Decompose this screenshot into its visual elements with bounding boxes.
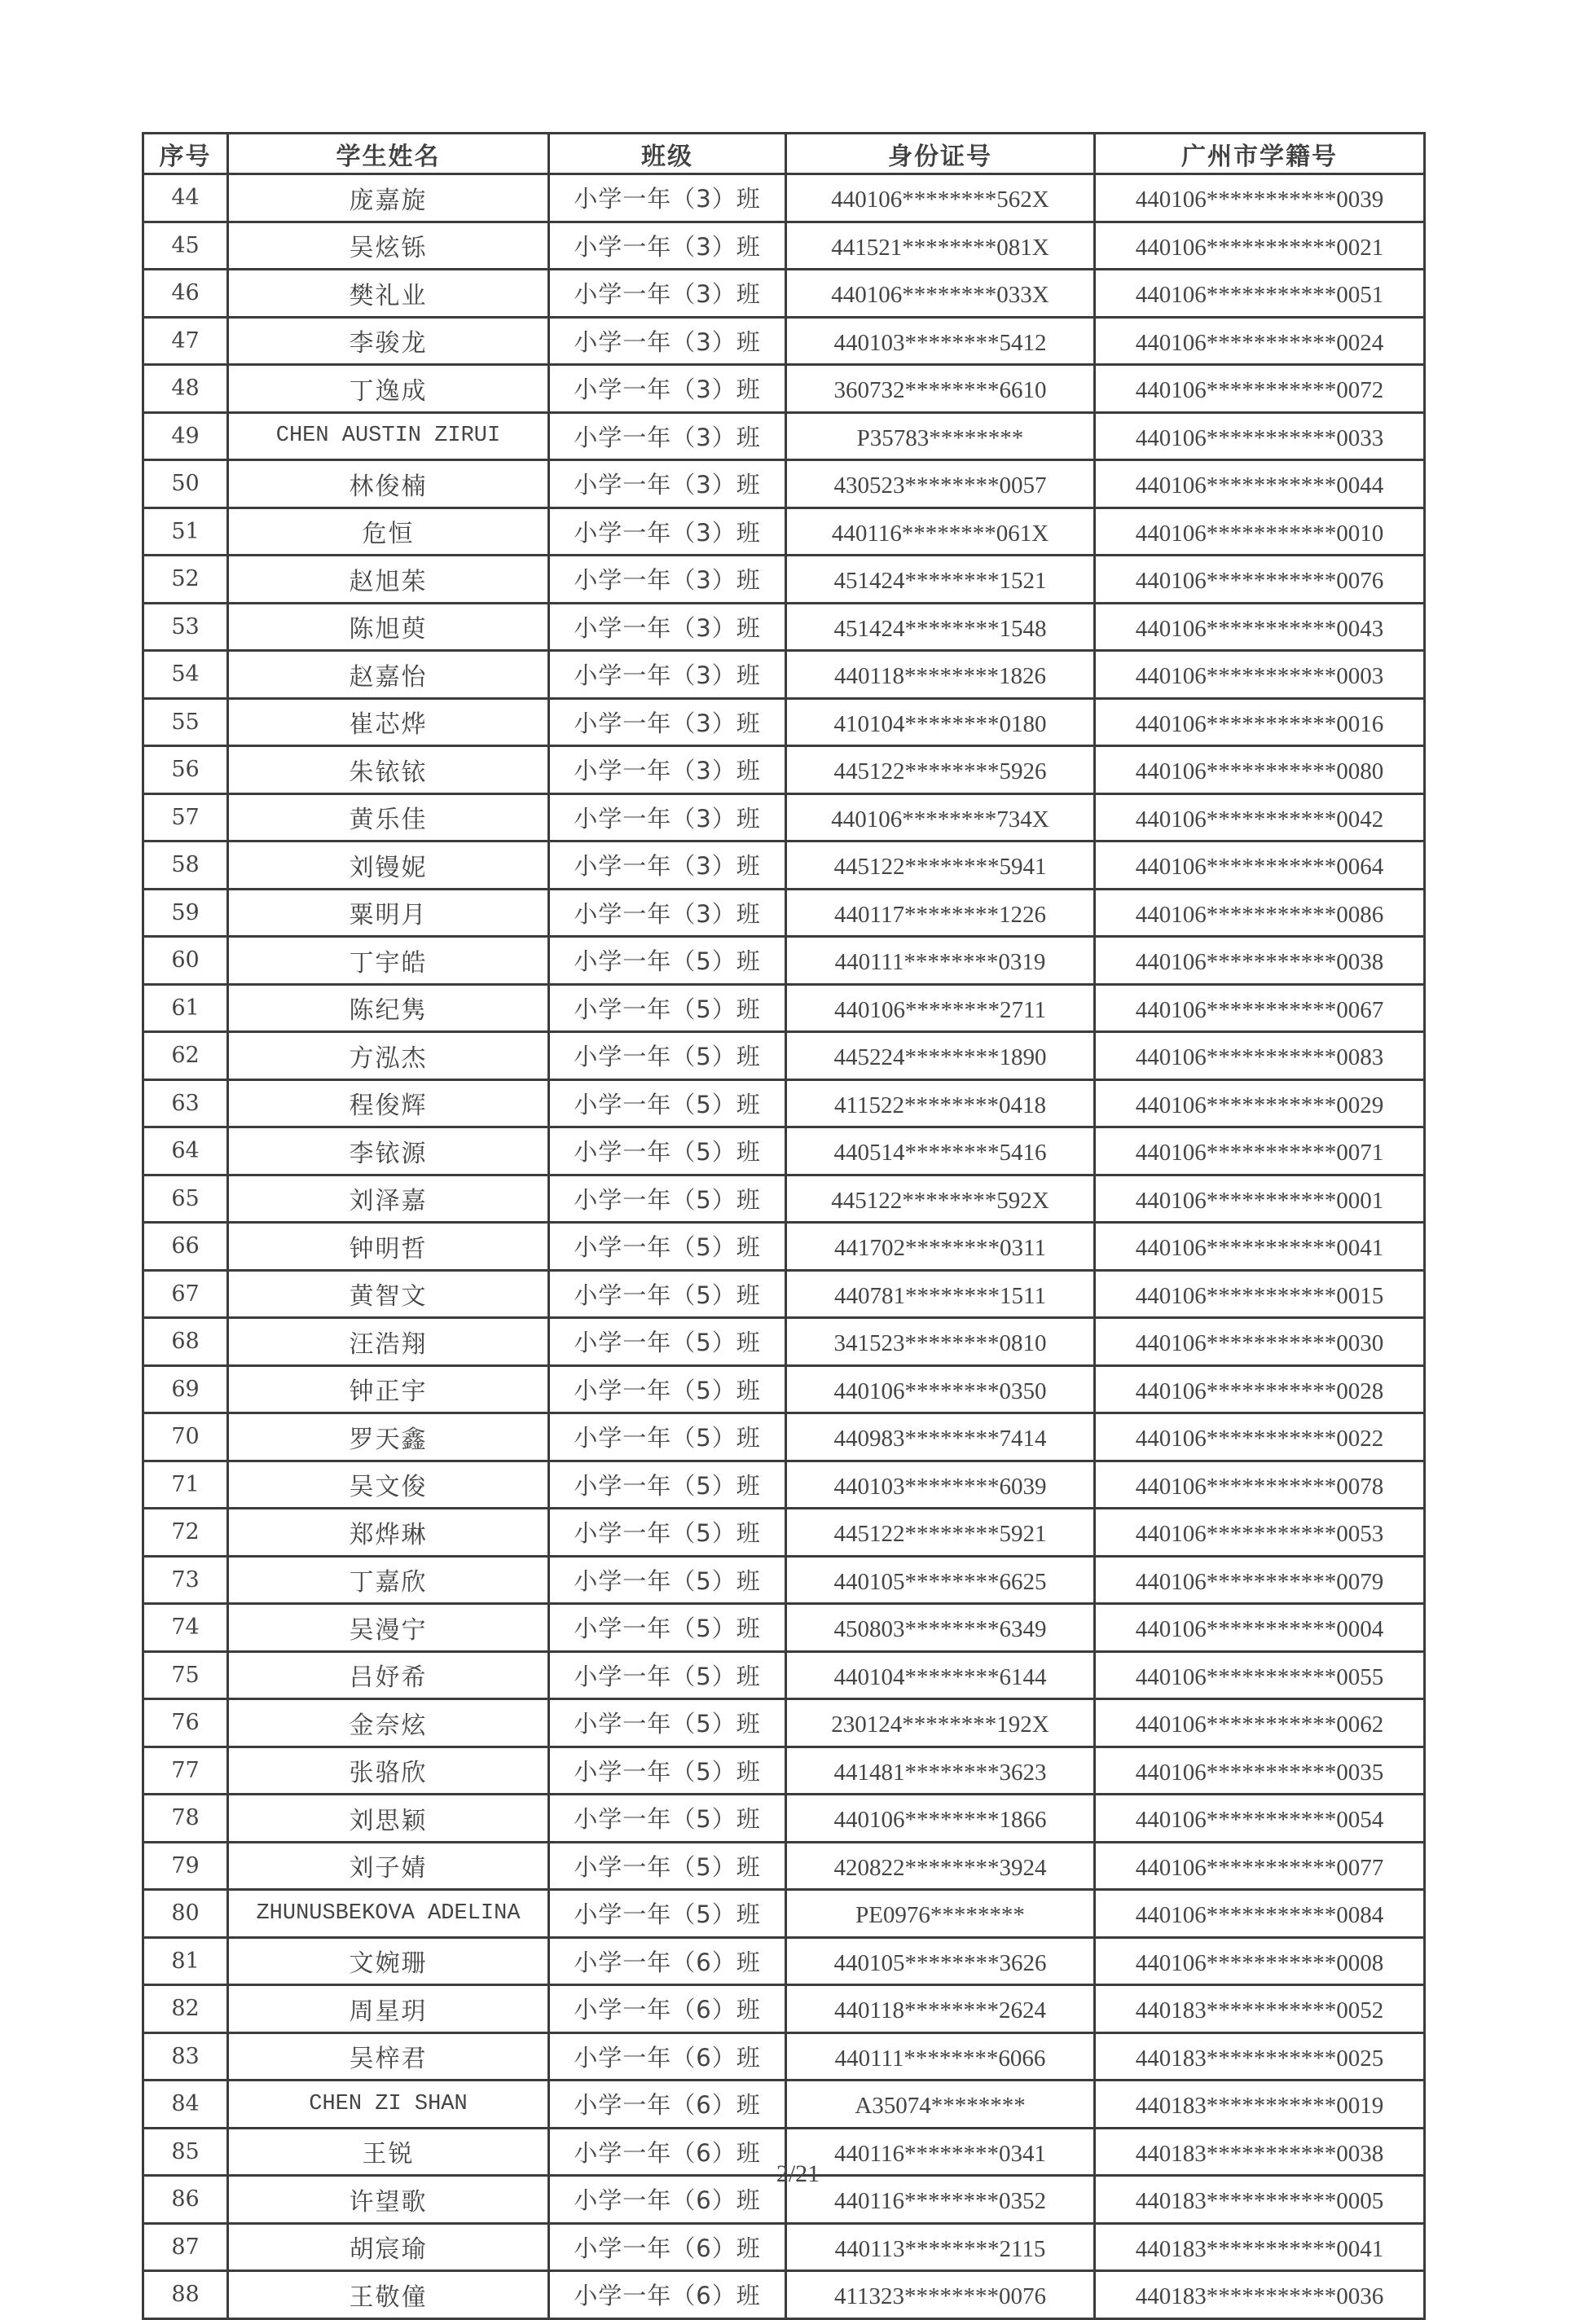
cell-student-number: 440106***********0071 bbox=[1095, 1127, 1425, 1175]
cell-student-number: 440106***********0043 bbox=[1095, 603, 1425, 651]
cell-class: 小学一年（3）班 bbox=[549, 556, 786, 604]
cell-student-name: 钟正宇 bbox=[228, 1365, 549, 1413]
cell-student-number: 440106***********0003 bbox=[1095, 651, 1425, 699]
table-row bbox=[143, 1795, 1425, 1843]
cell-class: 小学一年（3）班 bbox=[549, 174, 786, 222]
table-row bbox=[143, 1461, 1425, 1509]
cell-serial-number: 72 bbox=[143, 1509, 228, 1557]
cell-student-name: 崔芯烨 bbox=[228, 698, 549, 746]
cell-serial-number: 73 bbox=[143, 1556, 228, 1604]
cell-student-name: 刘思颖 bbox=[228, 1795, 549, 1843]
cell-id-card-number: 445122********5926 bbox=[786, 746, 1095, 794]
header-guangzhou-student-number: 广州市学籍号 bbox=[1095, 134, 1425, 174]
cell-id-card-number: 440117********1226 bbox=[786, 889, 1095, 937]
cell-student-name: 刘子婧 bbox=[228, 1842, 549, 1890]
cell-student-name: CHEN AUSTIN ZIRUI bbox=[228, 412, 549, 460]
cell-id-card-number: 440118********1826 bbox=[786, 651, 1095, 699]
cell-student-name: 吴炫铄 bbox=[228, 222, 549, 270]
cell-student-number: 440183***********0052 bbox=[1095, 1985, 1425, 2033]
scan-speck bbox=[18, 692, 28, 717]
table-row bbox=[143, 2081, 1425, 2129]
cell-serial-number: 49 bbox=[143, 412, 228, 460]
cell-class: 小学一年（5）班 bbox=[549, 1223, 786, 1271]
header-id-card-number: 身份证号 bbox=[786, 134, 1095, 174]
cell-id-card-number: A35074******** bbox=[786, 2081, 1095, 2129]
cell-student-name: 陈旭萸 bbox=[228, 603, 549, 651]
table-row bbox=[143, 793, 1425, 841]
cell-serial-number: 80 bbox=[143, 1890, 228, 1938]
cell-student-name: 刘泽嘉 bbox=[228, 1175, 549, 1223]
cell-student-name: 钟明哲 bbox=[228, 1223, 549, 1271]
cell-class: 小学一年（5）班 bbox=[549, 1651, 786, 1699]
header-serial-number: 序号 bbox=[143, 134, 228, 174]
cell-student-number: 440106***********0015 bbox=[1095, 1270, 1425, 1318]
table-row bbox=[143, 508, 1425, 556]
table-row bbox=[143, 1985, 1425, 2033]
cell-class: 小学一年（5）班 bbox=[549, 1509, 786, 1557]
cell-serial-number: 65 bbox=[143, 1175, 228, 1223]
cell-student-number: 440106***********0008 bbox=[1095, 1937, 1425, 1985]
cell-class: 小学一年（5）班 bbox=[549, 1890, 786, 1938]
cell-id-card-number: 440781********1511 bbox=[786, 1270, 1095, 1318]
cell-serial-number: 83 bbox=[143, 2032, 228, 2081]
cell-student-name: 赵旭茱 bbox=[228, 556, 549, 604]
cell-id-card-number: 441702********0311 bbox=[786, 1223, 1095, 1271]
cell-serial-number: 58 bbox=[143, 841, 228, 890]
cell-id-card-number: 445224********1890 bbox=[786, 1032, 1095, 1080]
cell-serial-number: 63 bbox=[143, 1079, 228, 1127]
cell-class: 小学一年（5）班 bbox=[549, 937, 786, 985]
cell-student-name: 方泓杰 bbox=[228, 1032, 549, 1080]
cell-id-card-number: 430523********0057 bbox=[786, 460, 1095, 508]
cell-serial-number: 81 bbox=[143, 1937, 228, 1985]
cell-serial-number: 68 bbox=[143, 1318, 228, 1366]
cell-class: 小学一年（5）班 bbox=[549, 1127, 786, 1175]
cell-class: 小学一年（6）班 bbox=[549, 2081, 786, 2129]
cell-id-card-number: 440111********0319 bbox=[786, 937, 1095, 985]
cell-id-card-number: 420822********3924 bbox=[786, 1842, 1095, 1890]
cell-student-number: 440106***********0062 bbox=[1095, 1699, 1425, 1747]
cell-id-card-number: 440105********3626 bbox=[786, 1937, 1095, 1985]
cell-serial-number: 74 bbox=[143, 1604, 228, 1652]
table-body bbox=[143, 174, 1425, 2319]
cell-student-name: 危恒 bbox=[228, 508, 549, 556]
cell-student-number: 440106***********0001 bbox=[1095, 1175, 1425, 1223]
cell-class: 小学一年（5）班 bbox=[549, 1842, 786, 1890]
cell-student-number: 440106***********0039 bbox=[1095, 174, 1425, 222]
table-row bbox=[143, 1032, 1425, 1080]
cell-serial-number: 78 bbox=[143, 1795, 228, 1843]
cell-student-name: CHEN ZI SHAN bbox=[228, 2081, 549, 2129]
table-header-row bbox=[143, 134, 1425, 174]
cell-class: 小学一年（3）班 bbox=[549, 651, 786, 699]
cell-student-number: 440183***********0019 bbox=[1095, 2081, 1425, 2129]
cell-serial-number: 75 bbox=[143, 1651, 228, 1699]
cell-student-number: 440106***********0021 bbox=[1095, 222, 1425, 270]
cell-student-number: 440106***********0076 bbox=[1095, 556, 1425, 604]
table-row bbox=[143, 2223, 1425, 2271]
table-row bbox=[143, 2032, 1425, 2081]
cell-student-name: 李骏龙 bbox=[228, 317, 549, 365]
table-row bbox=[143, 889, 1425, 937]
cell-id-card-number: 410104********0180 bbox=[786, 698, 1095, 746]
cell-serial-number: 77 bbox=[143, 1747, 228, 1795]
cell-id-card-number: 440118********2624 bbox=[786, 1985, 1095, 2033]
cell-id-card-number: 441481********3623 bbox=[786, 1747, 1095, 1795]
cell-id-card-number: 440116********0341 bbox=[786, 2128, 1095, 2176]
cell-student-number: 440106***********0072 bbox=[1095, 365, 1425, 413]
cell-serial-number: 71 bbox=[143, 1461, 228, 1509]
cell-serial-number: 87 bbox=[143, 2223, 228, 2271]
cell-id-card-number: 440103********6039 bbox=[786, 1461, 1095, 1509]
page-number: 2/21 bbox=[776, 2160, 820, 2187]
cell-id-card-number: PE0976******** bbox=[786, 1890, 1095, 1938]
cell-id-card-number: 440116********061X bbox=[786, 508, 1095, 556]
table-row bbox=[143, 1556, 1425, 1604]
table-row bbox=[143, 2271, 1425, 2319]
cell-class: 小学一年（3）班 bbox=[549, 222, 786, 270]
cell-serial-number: 59 bbox=[143, 889, 228, 937]
table-row bbox=[143, 1270, 1425, 1318]
cell-student-number: 440106***********0051 bbox=[1095, 270, 1425, 318]
cell-class: 小学一年（5）班 bbox=[549, 1413, 786, 1461]
cell-id-card-number: 440113********2115 bbox=[786, 2223, 1095, 2271]
cell-student-number: 440106***********0004 bbox=[1095, 1604, 1425, 1652]
cell-student-name: 文婉珊 bbox=[228, 1937, 549, 1985]
table-row bbox=[143, 1890, 1425, 1938]
cell-class: 小学一年（5）班 bbox=[549, 1270, 786, 1318]
cell-student-number: 440106***********0086 bbox=[1095, 889, 1425, 937]
cell-class: 小学一年（5）班 bbox=[549, 1318, 786, 1366]
table-row bbox=[143, 556, 1425, 604]
cell-class: 小学一年（3）班 bbox=[549, 317, 786, 365]
table-row bbox=[143, 1604, 1425, 1652]
cell-class: 小学一年（3）班 bbox=[549, 746, 786, 794]
cell-class: 小学一年（5）班 bbox=[549, 1699, 786, 1747]
cell-id-card-number: 450803********6349 bbox=[786, 1604, 1095, 1652]
table-row bbox=[143, 1842, 1425, 1890]
cell-serial-number: 62 bbox=[143, 1032, 228, 1080]
cell-serial-number: 57 bbox=[143, 793, 228, 841]
cell-student-name: 张骆欣 bbox=[228, 1747, 549, 1795]
cell-student-number: 440106***********0024 bbox=[1095, 317, 1425, 365]
cell-student-number: 440183***********0005 bbox=[1095, 2176, 1425, 2224]
cell-student-number: 440106***********0038 bbox=[1095, 937, 1425, 985]
table-row bbox=[143, 1079, 1425, 1127]
table-row bbox=[143, 1937, 1425, 1985]
cell-serial-number: 76 bbox=[143, 1699, 228, 1747]
cell-student-number: 440106***********0030 bbox=[1095, 1318, 1425, 1366]
cell-class: 小学一年（3）班 bbox=[549, 793, 786, 841]
table-row bbox=[143, 841, 1425, 890]
cell-id-card-number: 230124********192X bbox=[786, 1699, 1095, 1747]
cell-student-name: 林俊楠 bbox=[228, 460, 549, 508]
cell-id-card-number: 440983********7414 bbox=[786, 1413, 1095, 1461]
cell-student-name: 陈纪隽 bbox=[228, 984, 549, 1032]
table-row bbox=[143, 317, 1425, 365]
header-class: 班级 bbox=[549, 134, 786, 174]
cell-student-number: 440106***********0022 bbox=[1095, 1413, 1425, 1461]
cell-serial-number: 79 bbox=[143, 1842, 228, 1890]
cell-student-number: 440183***********0036 bbox=[1095, 2271, 1425, 2319]
cell-class: 小学一年（3）班 bbox=[549, 460, 786, 508]
cell-class: 小学一年（6）班 bbox=[549, 2271, 786, 2319]
cell-student-name: 金奈炫 bbox=[228, 1699, 549, 1747]
cell-serial-number: 61 bbox=[143, 984, 228, 1032]
cell-id-card-number: 440104********6144 bbox=[786, 1651, 1095, 1699]
cell-class: 小学一年（5）班 bbox=[549, 1032, 786, 1080]
cell-student-name: 罗天鑫 bbox=[228, 1413, 549, 1461]
cell-student-name: 周星玥 bbox=[228, 1985, 549, 2033]
cell-student-number: 440106***********0041 bbox=[1095, 1223, 1425, 1271]
cell-student-name: 黄智文 bbox=[228, 1270, 549, 1318]
cell-class: 小学一年（3）班 bbox=[549, 889, 786, 937]
table-row bbox=[143, 1175, 1425, 1223]
cell-student-name: 赵嘉怡 bbox=[228, 651, 549, 699]
cell-student-number: 440106***********0083 bbox=[1095, 1032, 1425, 1080]
cell-serial-number: 44 bbox=[143, 174, 228, 222]
cell-id-card-number: 440116********0352 bbox=[786, 2176, 1095, 2224]
student-table bbox=[142, 132, 1426, 2320]
cell-class: 小学一年（5）班 bbox=[549, 1365, 786, 1413]
cell-student-name: 许望歌 bbox=[228, 2176, 549, 2224]
cell-class: 小学一年（3）班 bbox=[549, 698, 786, 746]
cell-serial-number: 53 bbox=[143, 603, 228, 651]
table-row bbox=[143, 1127, 1425, 1175]
cell-class: 小学一年（3）班 bbox=[549, 603, 786, 651]
cell-serial-number: 64 bbox=[143, 1127, 228, 1175]
cell-student-name: 刘镘妮 bbox=[228, 841, 549, 890]
cell-id-card-number: 440105********6625 bbox=[786, 1556, 1095, 1604]
cell-student-name: 丁宇皓 bbox=[228, 937, 549, 985]
cell-id-card-number: 451424********1521 bbox=[786, 556, 1095, 604]
cell-id-card-number: 440111********6066 bbox=[786, 2032, 1095, 2081]
cell-serial-number: 56 bbox=[143, 746, 228, 794]
cell-class: 小学一年（6）班 bbox=[549, 2032, 786, 2081]
cell-id-card-number: 451424********1548 bbox=[786, 603, 1095, 651]
cell-serial-number: 85 bbox=[143, 2128, 228, 2176]
cell-serial-number: 84 bbox=[143, 2081, 228, 2129]
cell-id-card-number: P35783******** bbox=[786, 412, 1095, 460]
cell-serial-number: 48 bbox=[143, 365, 228, 413]
cell-student-number: 440106***********0078 bbox=[1095, 1461, 1425, 1509]
cell-student-name: 李铱源 bbox=[228, 1127, 549, 1175]
cell-student-number: 440106***********0054 bbox=[1095, 1795, 1425, 1843]
table-row bbox=[143, 603, 1425, 651]
cell-class: 小学一年（5）班 bbox=[549, 1175, 786, 1223]
cell-student-number: 440183***********0038 bbox=[1095, 2128, 1425, 2176]
table-row bbox=[143, 412, 1425, 460]
cell-id-card-number: 440514********5416 bbox=[786, 1127, 1095, 1175]
cell-id-card-number: 440106********033X bbox=[786, 270, 1095, 318]
cell-class: 小学一年（5）班 bbox=[549, 1604, 786, 1652]
cell-student-name: 吕妤希 bbox=[228, 1651, 549, 1699]
cell-class: 小学一年（5）班 bbox=[549, 1795, 786, 1843]
cell-serial-number: 47 bbox=[143, 317, 228, 365]
cell-id-card-number: 360732********6610 bbox=[786, 365, 1095, 413]
header-student-name: 学生姓名 bbox=[228, 134, 549, 174]
cell-class: 小学一年（6）班 bbox=[549, 1937, 786, 1985]
cell-id-card-number: 441521********081X bbox=[786, 222, 1095, 270]
cell-student-name: 王敬僮 bbox=[228, 2271, 549, 2319]
cell-student-number: 440106***********0053 bbox=[1095, 1509, 1425, 1557]
cell-student-number: 440183***********0041 bbox=[1095, 2223, 1425, 2271]
table-row bbox=[143, 1747, 1425, 1795]
cell-id-card-number: 341523********0810 bbox=[786, 1318, 1095, 1366]
cell-student-name: 朱铱铱 bbox=[228, 746, 549, 794]
cell-id-card-number: 440103********5412 bbox=[786, 317, 1095, 365]
cell-student-name: 粟明月 bbox=[228, 889, 549, 937]
table-row bbox=[143, 222, 1425, 270]
cell-student-number: 440106***********0028 bbox=[1095, 1365, 1425, 1413]
cell-student-name: 丁逸成 bbox=[228, 365, 549, 413]
cell-id-card-number: 445122********5921 bbox=[786, 1509, 1095, 1557]
cell-student-name: ZHUNUSBEKOVA ADELINA bbox=[228, 1890, 549, 1938]
cell-class: 小学一年（5）班 bbox=[549, 1747, 786, 1795]
cell-serial-number: 45 bbox=[143, 222, 228, 270]
table-row bbox=[143, 270, 1425, 318]
table-row bbox=[143, 1699, 1425, 1747]
table-row bbox=[143, 1413, 1425, 1461]
cell-class: 小学一年（5）班 bbox=[549, 1461, 786, 1509]
cell-id-card-number: 440106********562X bbox=[786, 174, 1095, 222]
table-row bbox=[143, 174, 1425, 222]
cell-student-number: 440106***********0080 bbox=[1095, 746, 1425, 794]
table-row bbox=[143, 937, 1425, 985]
cell-class: 小学一年（3）班 bbox=[549, 841, 786, 890]
cell-serial-number: 60 bbox=[143, 937, 228, 985]
cell-student-number: 440106***********0079 bbox=[1095, 1556, 1425, 1604]
cell-student-number: 440106***********0067 bbox=[1095, 984, 1425, 1032]
cell-serial-number: 69 bbox=[143, 1365, 228, 1413]
cell-class: 小学一年（3）班 bbox=[549, 508, 786, 556]
cell-id-card-number: 440106********0350 bbox=[786, 1365, 1095, 1413]
cell-id-card-number: 440106********2711 bbox=[786, 984, 1095, 1032]
cell-class: 小学一年（6）班 bbox=[549, 2128, 786, 2176]
cell-student-number: 440106***********0044 bbox=[1095, 460, 1425, 508]
cell-serial-number: 51 bbox=[143, 508, 228, 556]
cell-class: 小学一年（3）班 bbox=[549, 412, 786, 460]
cell-serial-number: 82 bbox=[143, 1985, 228, 2033]
cell-student-name: 胡宸瑜 bbox=[228, 2223, 549, 2271]
cell-student-name: 吴文俊 bbox=[228, 1461, 549, 1509]
cell-student-name: 程俊辉 bbox=[228, 1079, 549, 1127]
table-row bbox=[143, 984, 1425, 1032]
cell-student-name: 庞嘉旋 bbox=[228, 174, 549, 222]
cell-student-name: 黄乐佳 bbox=[228, 793, 549, 841]
table-row bbox=[143, 1318, 1425, 1366]
cell-class: 小学一年（6）班 bbox=[549, 2176, 786, 2224]
table-row bbox=[143, 698, 1425, 746]
cell-class: 小学一年（5）班 bbox=[549, 984, 786, 1032]
cell-serial-number: 46 bbox=[143, 270, 228, 318]
cell-student-number: 440106***********0035 bbox=[1095, 1747, 1425, 1795]
cell-class: 小学一年（5）班 bbox=[549, 1079, 786, 1127]
cell-class: 小学一年（3）班 bbox=[549, 270, 786, 318]
table-row bbox=[143, 1651, 1425, 1699]
table-row bbox=[143, 365, 1425, 413]
table-row bbox=[143, 1509, 1425, 1557]
cell-student-name: 吴漫宁 bbox=[228, 1604, 549, 1652]
cell-serial-number: 54 bbox=[143, 651, 228, 699]
cell-id-card-number: 411522********0418 bbox=[786, 1079, 1095, 1127]
cell-class: 小学一年（6）班 bbox=[549, 1985, 786, 2033]
cell-student-name: 王锐 bbox=[228, 2128, 549, 2176]
cell-student-number: 440106***********0084 bbox=[1095, 1890, 1425, 1938]
cell-student-number: 440106***********0055 bbox=[1095, 1651, 1425, 1699]
cell-student-number: 440183***********0025 bbox=[1095, 2032, 1425, 2081]
cell-student-number: 440106***********0042 bbox=[1095, 793, 1425, 841]
cell-class: 小学一年（6）班 bbox=[549, 2223, 786, 2271]
cell-id-card-number: 445122********592X bbox=[786, 1175, 1095, 1223]
cell-serial-number: 67 bbox=[143, 1270, 228, 1318]
cell-id-card-number: 440106********734X bbox=[786, 793, 1095, 841]
cell-student-number: 440106***********0016 bbox=[1095, 698, 1425, 746]
cell-student-name: 丁嘉欣 bbox=[228, 1556, 549, 1604]
cell-serial-number: 86 bbox=[143, 2176, 228, 2224]
cell-student-number: 440106***********0033 bbox=[1095, 412, 1425, 460]
table-row bbox=[143, 746, 1425, 794]
cell-serial-number: 55 bbox=[143, 698, 228, 746]
table-row bbox=[143, 651, 1425, 699]
cell-serial-number: 50 bbox=[143, 460, 228, 508]
cell-class: 小学一年（3）班 bbox=[549, 365, 786, 413]
cell-serial-number: 88 bbox=[143, 2271, 228, 2319]
cell-student-name: 郑烨琳 bbox=[228, 1509, 549, 1557]
cell-serial-number: 52 bbox=[143, 556, 228, 604]
table-row bbox=[143, 1365, 1425, 1413]
cell-student-number: 440106***********0010 bbox=[1095, 508, 1425, 556]
cell-student-number: 440106***********0029 bbox=[1095, 1079, 1425, 1127]
cell-student-name: 吴梓君 bbox=[228, 2032, 549, 2081]
cell-student-name: 樊礼业 bbox=[228, 270, 549, 318]
cell-student-name: 汪浩翔 bbox=[228, 1318, 549, 1366]
cell-serial-number: 70 bbox=[143, 1413, 228, 1461]
table-row bbox=[143, 1223, 1425, 1271]
cell-serial-number: 66 bbox=[143, 1223, 228, 1271]
cell-student-number: 440106***********0064 bbox=[1095, 841, 1425, 890]
cell-student-number: 440106***********0077 bbox=[1095, 1842, 1425, 1890]
cell-id-card-number: 445122********5941 bbox=[786, 841, 1095, 890]
cell-id-card-number: 440106********1866 bbox=[786, 1795, 1095, 1843]
cell-class: 小学一年（5）班 bbox=[549, 1556, 786, 1604]
table-row bbox=[143, 460, 1425, 508]
cell-id-card-number: 411323********0076 bbox=[786, 2271, 1095, 2319]
